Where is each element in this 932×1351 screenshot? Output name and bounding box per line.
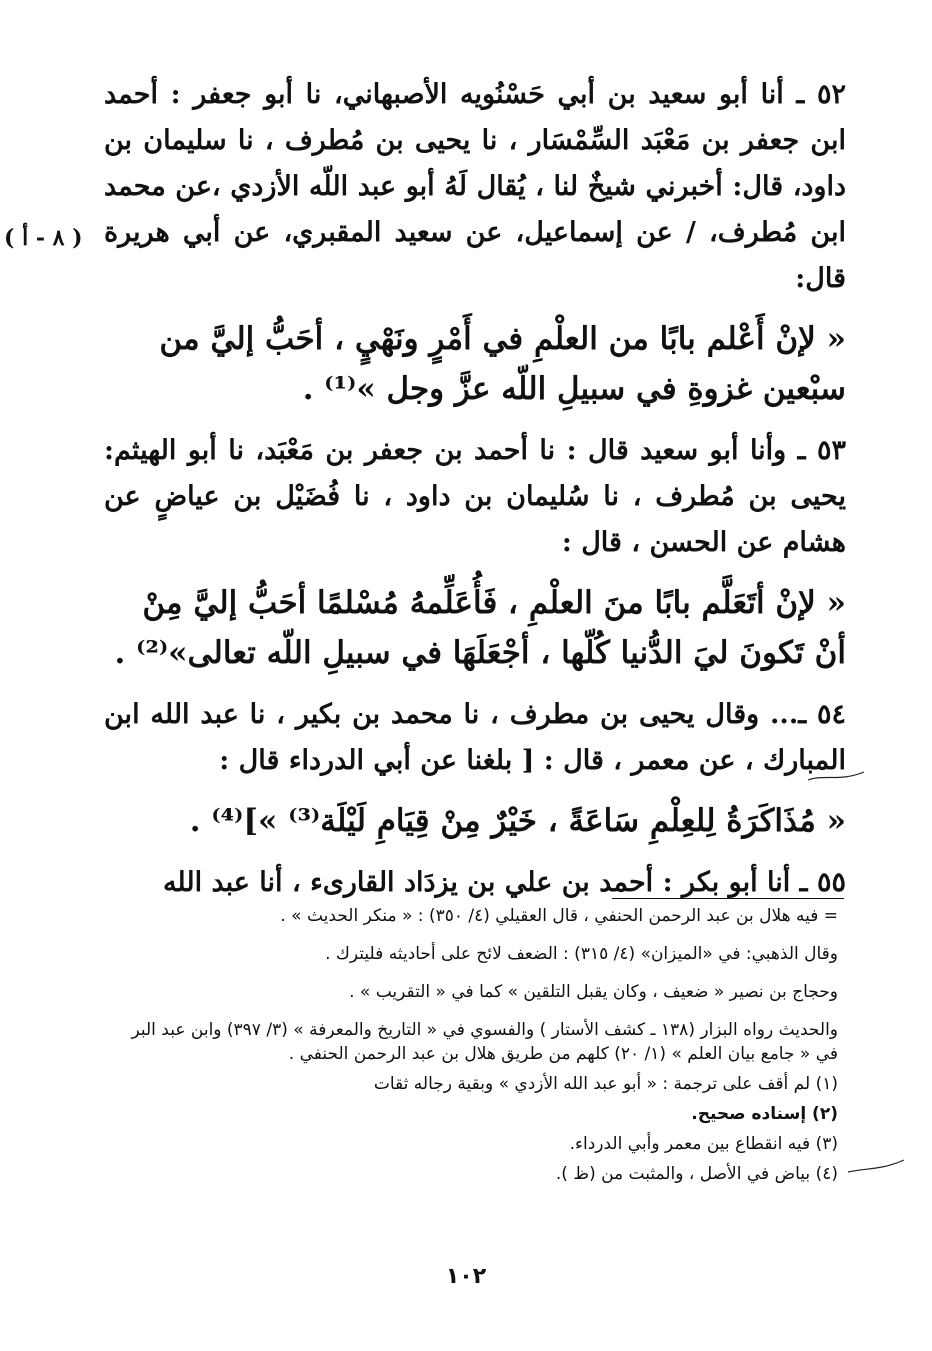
paragraph-hadith-53-isnad: ٥٣ ـ وأنا أبو سعيد قال : نا أحمد بن جعفر بن مَعْبَد، نا أبو الهيثم: يحيى بن مُطرف ، نا سُليمان بن داود ، نا فُضَيْل بن عياضٍ عن هشام عن الحسن ، قال : [104,435,846,558]
footnotes [112,904,838,1192]
margin-pen-stroke-footnote [846,1158,906,1178]
footnote-1: (١) لم أقف على ترجمة : « أبو عبد الله الأزدي » وبقية رجاله ثقات [373,1074,838,1094]
paragraph-hadith-52-isnad: ٥٢ ـ أنا أبو سعيد بن أبي حَسْنُويه الأصبهاني، نا أبو جعفر : أحمد ابن جعفر بن مَعْبَد السِّمْسَار ، نا يحيى بن مُطرف ، نا سليمان بن داود، قال: أخبرني شيخٌ لنا ، يُقال لَهُ أبو عبد اللّه الأزدي ،عن محمد ابن مُطرف، / عن إسماعيل، عن سعيد المقبري، عن أبي هريرة قال: [104,79,846,294]
footnote-3: (٣) فيه انقطاع بين معمر وأبي الدرداء. [569,1134,838,1154]
manuscript-folio-note: ( ٨ - أ ) [4,225,83,251]
footnote-continuation: والحديث رواه البزار (١٣٨ ـ كشف الأستار ) والفسوي في « التاريخ والمعرفة » (٣/ ٣٩٧) وابن عبد البر في « جامع بيان العلم » (١/ ٢٠) كلهم من طريق هلال بن عبد الرحمن الحنفي . [131,1020,838,1064]
footnote-separator [612,898,844,899]
footnote-continuation: = فيه هلال بن عبد الرحمن الحنفي ، قال العقيلي (٤/ ٣٥٠) : « منكر الحديث » . [280,906,838,926]
paragraph-hadith-54-matn: « مُذَاكَرَةُ لِلعِلْمِ سَاعَةً ، خَيْرٌ مِنْ قِيَامِ لَيْلَة⁽³⁾ »]⁽⁴⁾ . [189,803,846,839]
footnote-2: (٢) إسناده صحيح. [691,1104,838,1124]
paragraph-hadith-52-matn: « لإنْ أَعْلم بابًا من العلْمِ في أَمْرٍ ونَهْيٍ ، أحَبُّ إليَّ من سبْعين غزوةِ في سبيلِ اللّه عزَّ وجل »⁽¹⁾ . [159,321,846,407]
footnote-4: (٤) بياض في الأصل ، والمثبت من (ظ ). [555,1164,838,1184]
page-number: ١٠٢ [445,1264,487,1289]
footnote-continuation: وقال الذهبي: في «الميزان» (٤/ ٣١٥) : الضعف لائح على أحاديثه فليترك . [325,944,838,964]
paragraph-hadith-53-matn: « لإنْ أتَعَلَّم بابًا منَ العلْمِ ، فَأُعَلِّمهُ مُسْلمًا أحَبُّ إليَّ مِنْ أنْ تَكونَ ليَ الدُّنيا كُلّها ، أجْعَلَهَا في سبيلِ اللّه تعالى»⁽²⁾ . [114,585,846,671]
main-text [104,72,846,918]
paragraph-hadith-54-isnad: ٥٤ ـ... وقال يحيى بن مطرف ، نا محمد بن بكير ، نا عبد الله ابن المبارك ، عن معمر ، قال : [ بلغنا عن أبي الدرداء قال : [104,699,846,776]
paragraph-hadith-55-isnad: ٥٥ ـ أنا أبو بكر : أحمد بن علي بن يزدَاد القارىء ، أنا عبد الله [162,867,846,898]
footnote-continuation: وحجاج بن نصير « ضعيف ، وكان يقبل التلقين » كما في « التقريب » . [349,982,838,1002]
